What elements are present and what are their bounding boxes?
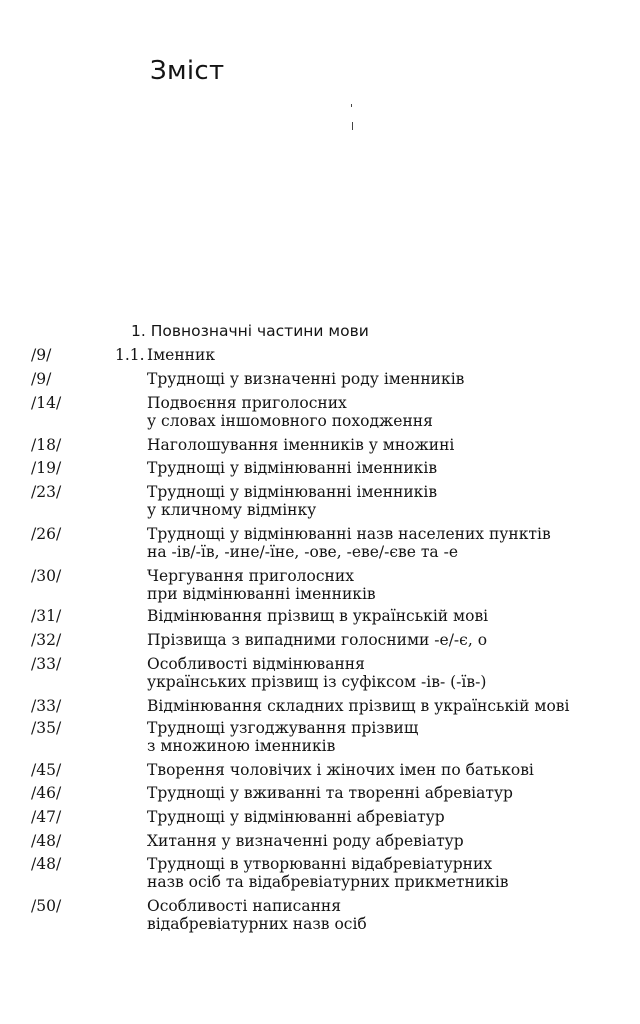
toc-page-number: /26/ xyxy=(31,525,62,543)
toc-page-number: /46/ xyxy=(31,784,62,802)
toc-title-line: Наголошування іменників у множині xyxy=(147,436,455,454)
toc-title-line: Труднощі в утворюванні відабревіатурних xyxy=(147,855,493,873)
toc-title-line: Труднощі у відмінюванні іменників xyxy=(147,459,438,477)
toc-page-number: /35/ xyxy=(31,719,62,737)
toc-entry-title xyxy=(147,631,617,649)
toc-title-line: на -ів/-їв, -ине/-їне, -ове, -еве/-єве та -е xyxy=(147,543,459,561)
toc-entry-title xyxy=(147,897,617,933)
toc-title-line: Труднощі узгоджування прізвищ xyxy=(147,719,419,737)
toc-title-line: українських прізвищ із суфіксом -ів- (-їв-) xyxy=(147,673,487,691)
toc-entry-title xyxy=(147,808,617,826)
toc-page-number: /30/ xyxy=(31,567,62,585)
scan-mark-2 xyxy=(352,122,353,130)
toc-title-line: Труднощі у відмінюванні іменників xyxy=(147,483,438,501)
toc-entry-title xyxy=(147,483,617,519)
toc-title-line: Подвоєння приголосних xyxy=(147,394,347,412)
toc-title-line: Труднощі у відмінюванні назв населених пунктів xyxy=(147,525,551,543)
toc-entry-title xyxy=(147,459,617,477)
toc-title-line: у кличному відмінку xyxy=(147,501,317,519)
toc-title-line: Іменник xyxy=(147,346,216,364)
toc-page-number: /47/ xyxy=(31,808,62,826)
toc-title-line: Прізвища з випадними голосними -е/-є, о xyxy=(147,631,488,649)
toc-page-number: /9/ xyxy=(31,370,52,388)
toc-title-line: Особливості відмінювання xyxy=(147,655,365,673)
toc-title-line: з множиною іменників xyxy=(147,737,336,755)
toc-entry-title xyxy=(147,761,617,779)
toc-entry-title xyxy=(147,525,617,561)
toc-title-line: Особливості написання xyxy=(147,897,342,915)
toc-page-number: /50/ xyxy=(31,897,62,915)
toc-title-line: Відмінювання прізвищ в українській мові xyxy=(147,607,489,625)
toc-title-line: Хитання у визначенні роду абревіатур xyxy=(147,832,464,850)
toc-page-number: /31/ xyxy=(31,607,62,625)
toc-title-line: Чергування приголосних xyxy=(147,567,354,585)
toc-page-number: /18/ xyxy=(31,436,62,454)
toc-page-number: /32/ xyxy=(31,631,62,649)
toc-title-line: Творення чоловічих і жіночих імен по батькові xyxy=(147,761,534,779)
scan-mark-1 xyxy=(351,104,352,107)
toc-title-line: відабревіатурних назв осіб xyxy=(147,915,367,933)
toc-section-number: 1.1. xyxy=(115,346,145,364)
toc-entry-title xyxy=(147,719,617,755)
toc-page-number: /48/ xyxy=(31,832,62,850)
toc-page-number: /45/ xyxy=(31,761,62,779)
toc-entry-title xyxy=(147,655,617,691)
toc-entry-title xyxy=(147,346,617,364)
toc-entry-title xyxy=(147,855,617,891)
section-heading: 1. Повнозначні частини мови xyxy=(131,322,369,340)
toc-page-number: /19/ xyxy=(31,459,62,477)
toc-page-number: /48/ xyxy=(31,855,62,873)
toc-title-line: Труднощі у визначенні роду іменників xyxy=(147,370,465,388)
toc-entry-title xyxy=(147,607,617,625)
toc-title-line: у словах іншомовного походження xyxy=(147,412,433,430)
toc-entry-title xyxy=(147,697,617,715)
toc-title-line: Труднощі у вживанні та творенні абревіатур xyxy=(147,784,513,802)
toc-page-number: /9/ xyxy=(31,346,52,364)
toc-entry-title xyxy=(147,394,617,430)
toc-entry-title xyxy=(147,832,617,850)
toc-entry-title xyxy=(147,370,617,388)
toc-page-number: /14/ xyxy=(31,394,62,412)
toc-entry-title xyxy=(147,784,617,802)
toc-title-line: Труднощі у відмінюванні абревіатур xyxy=(147,808,445,826)
toc-entry-title xyxy=(147,436,617,454)
toc-page-number: /33/ xyxy=(31,697,62,715)
page-title: Зміст xyxy=(150,56,225,86)
toc-title-line: Відмінювання складних прізвищ в українській мові xyxy=(147,697,570,715)
toc-title-line: назв осіб та відабревіатурних прикметників xyxy=(147,873,509,891)
toc-page-number: /23/ xyxy=(31,483,62,501)
toc-page-number: /33/ xyxy=(31,655,62,673)
toc-entry-title xyxy=(147,567,617,603)
toc-title-line: при відмінюванні іменників xyxy=(147,585,376,603)
